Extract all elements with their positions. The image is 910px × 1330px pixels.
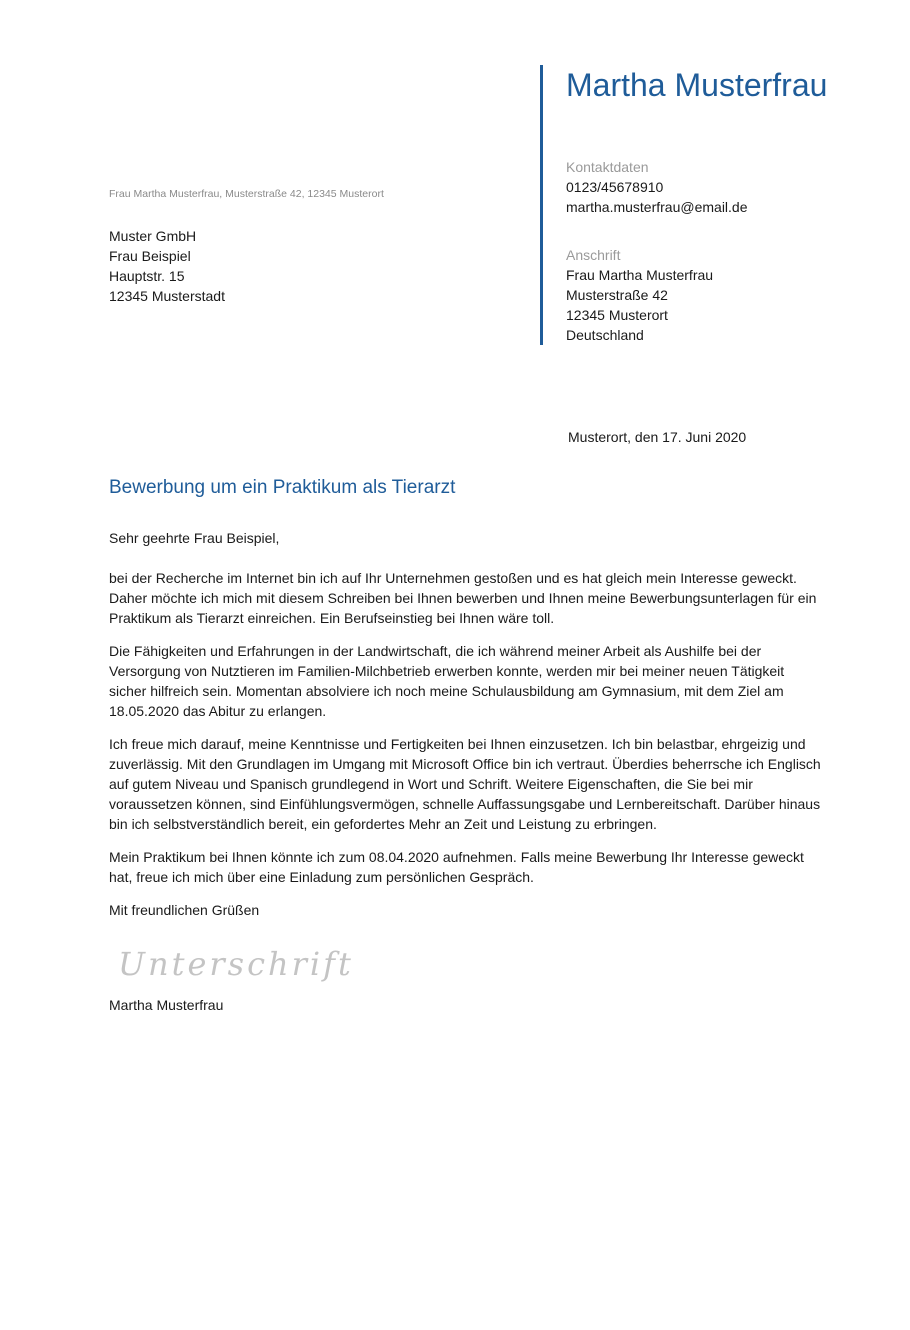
- address-label: Anschrift: [566, 247, 621, 263]
- recipient-address-block: [109, 226, 225, 306]
- salutation: Sehr geehrte Frau Beispiel,: [109, 530, 280, 546]
- recipient-line: Muster GmbH: [109, 228, 197, 244]
- contact-label: Kontaktdaten: [566, 159, 649, 175]
- letter-subject: Bewerbung um ein Praktikum als Tierarzt: [109, 477, 456, 498]
- letter-body: [109, 528, 821, 933]
- recipient-line: 12345 Musterstadt: [109, 288, 225, 304]
- body-paragraph: Die Fähigkeiten und Erfahrungen in der Landwirtschaft, die ich während meiner Arbeit als Aushilfe bei der Versorgung von Nutztieren im Familien-Milchbetrieb erwerben konnte, werden mir bei meiner neuen Tätigkeit sicher hilfreich sein. Momentan absolviere ich noch meine Schulausbildung am Gymnasium, mit dem Ziel am 18.05.2020 das Abitur zu erlangen.: [109, 643, 785, 719]
- sender-phone: 0123/45678910: [566, 179, 664, 195]
- handwritten-signature: Unterschrift: [118, 945, 354, 983]
- body-paragraph: Mein Praktikum bei Ihnen könnte ich zum 08.04.2020 aufnehmen. Falls meine Bewerbung Ihr Interesse geweckt hat, freue ich mich über eine Einladung zum persönlichen Gespräch.: [109, 849, 804, 885]
- contact-block: [566, 157, 748, 217]
- letter-date: Musterort, den 17. Juni 2020: [568, 429, 747, 445]
- recipient-line: Frau Beispiel: [109, 248, 191, 264]
- sender-address-line: Frau Martha Musterfrau: [566, 267, 714, 283]
- sender-email: martha.musterfrau@email.de: [566, 199, 748, 215]
- recipient-line: Hauptstr. 15: [109, 268, 185, 284]
- body-paragraph: bei der Recherche im Internet bin ich auf Ihr Unternehmen gestoßen und es hat gleich mein Interesse geweckt. Daher möchte ich mich mit diesem Schreiben bei Ihnen bewerben und Ihnen meine Bewerbungsunterlagen für ein Praktikum als Tierarzt einreichen. Ein Berufseinstieg bei Ihnen wäre toll.: [109, 570, 817, 626]
- signer-name: Martha Musterfrau: [109, 997, 224, 1013]
- closing-formula: Mit freundlichen Grüßen: [109, 902, 260, 918]
- header-accent-bar: [540, 65, 543, 345]
- sender-address-block: [566, 245, 713, 345]
- body-paragraph: Ich freue mich darauf, meine Kenntnisse und Fertigkeiten bei Ihnen einzusetzen. Ich bin belastbar, ehrgeizig und zuverlässig. Mit den Grundlagen im Umgang mit Microsoft Office bin ich vertraut. Überdies beherrsche ich Englisch auf gutem Niveau und Spanisch grundlegend in Wort und Schrift. Weitere Eigenschaften, die Sie bei mir voraussetzen können, sind Einfühlungsvermögen, schnelle Auffassungsgabe und Lernbereitschaft. Darüber hinaus bin ich selbstverständlich bereit, ein gefordertes Mehr an Zeit und Leistung zu erbringen.: [109, 736, 821, 832]
- sender-address-line: 12345 Musterort: [566, 307, 668, 323]
- sender-name: Martha Musterfrau: [566, 67, 828, 103]
- return-address-line: Frau Martha Musterfrau, Musterstraße 42, 12345 Musterort: [109, 188, 384, 200]
- sender-address-line: Deutschland: [566, 327, 644, 343]
- sender-address-line: Musterstraße 42: [566, 287, 668, 303]
